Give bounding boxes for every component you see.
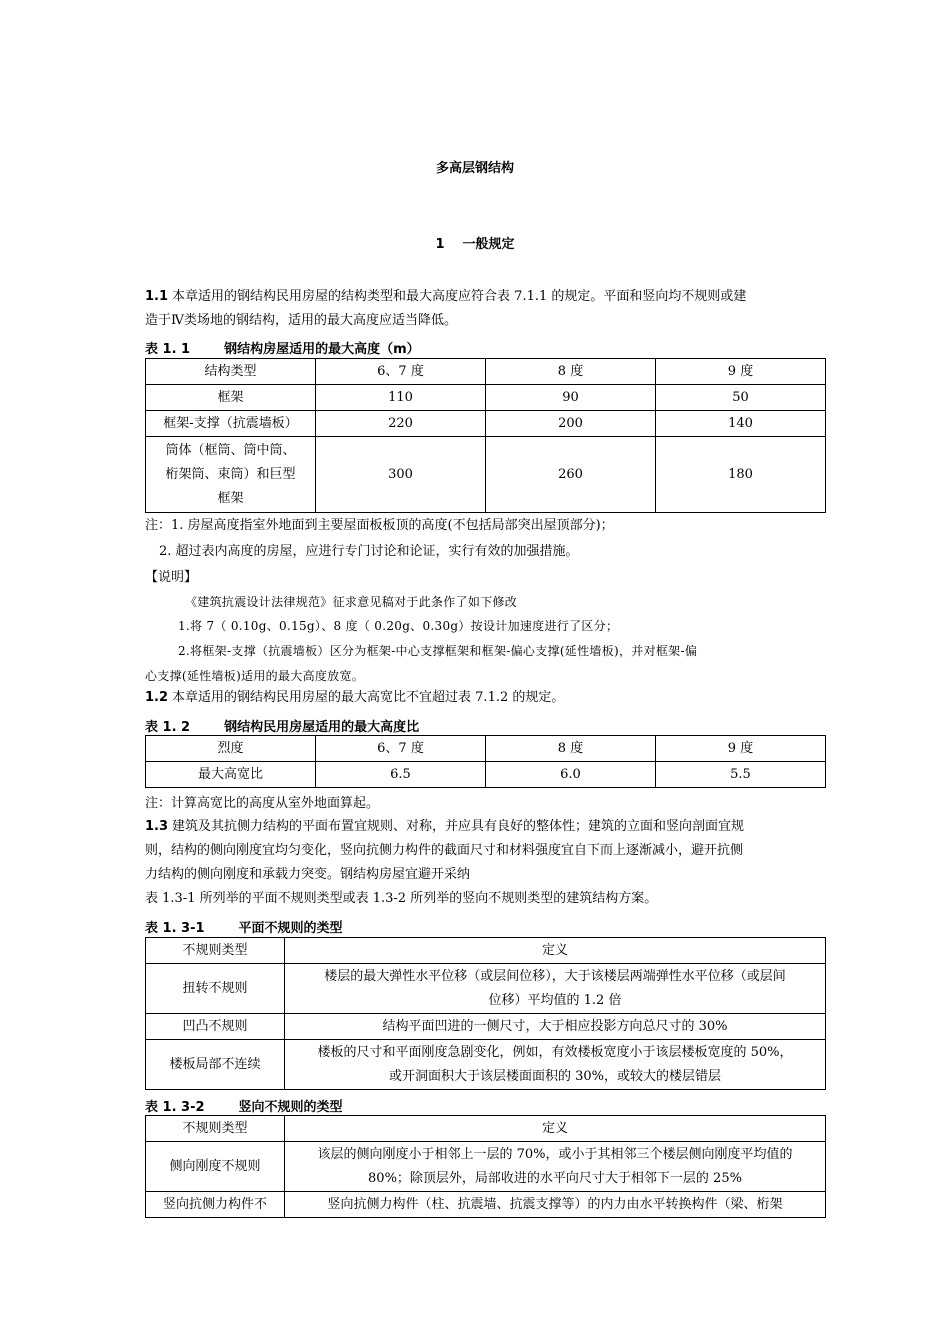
table-label: 表 1. 1: [145, 342, 191, 357]
cell-line: 桁架筒、束筒）和巨型: [165, 466, 296, 482]
table-title: 竖向不规则的类型: [238, 1100, 343, 1115]
page-title: 多高层钢结构: [435, 161, 514, 176]
table-1-3-1: [145, 937, 826, 1090]
table-cell: 220: [316, 411, 486, 437]
table-cell: 最大高宽比: [146, 762, 316, 788]
table-1-2: [145, 735, 826, 788]
clause-1-2: [145, 686, 825, 710]
table-1-2-caption: [145, 716, 419, 735]
table-header-row: [146, 736, 826, 762]
cell-line: 位移）平均值的 1.2 倍: [488, 992, 622, 1008]
paragraph-text: 本章适用的钢结构民用房屋的最大高宽比不宜超过表 7.1.2 的规定。: [172, 690, 565, 705]
cell-line: 楼板的尺寸和平面刚度急剧变化，例如，有效楼板宽度小于该层楼板宽度的 50%，: [317, 1044, 793, 1060]
table-cell: 90: [486, 385, 656, 411]
table-1-1: [145, 358, 826, 513]
table-row: [146, 411, 826, 437]
paragraph-text: 建筑及其抗侧力结构的平面布置宜规则、对称，并应具有良好的整体性；建筑的立面和竖向剖面宜规: [172, 819, 745, 834]
table-header-row: [146, 359, 826, 385]
table-cell: 框架-支撑（抗震墙板）: [146, 411, 316, 437]
table-cell: 6.5: [316, 762, 486, 788]
table-cell: 竖向抗侧力构件（柱、抗震墙、抗震支撑等）的内力由水平转换构件（梁、桁架: [285, 1192, 826, 1218]
table-cell: [285, 1040, 826, 1090]
table-title: 钢结构房屋适用的最大高度（m）: [224, 342, 420, 357]
clause-1-3-line: 表 1.3-1 所列举的平面不规则类型或表 1.3-2 所列举的竖向不规则类型的建筑结构方案。: [145, 891, 658, 906]
table-cell: 5.5: [656, 762, 826, 788]
table-cell: 6.0: [486, 762, 656, 788]
table-cell: [285, 1142, 826, 1192]
table-1-3-1-caption: [145, 917, 343, 936]
header-cell: 8 度: [486, 736, 656, 762]
table-1-1-caption: [145, 338, 420, 357]
table-cell: 凹凸不规则: [146, 1014, 285, 1040]
header-cell: 定义: [285, 938, 826, 964]
cell-line: 或开洞面积大于该层楼面面积的 30%，或较大的楼层错层: [388, 1068, 722, 1084]
table-cell: 50: [656, 385, 826, 411]
clause-1-3-line: 则，结构的侧向刚度宜均匀变化，竖向抗侧力构件的截面尺寸和材料强度宜自下而上逐渐减小，避开抗侧: [145, 843, 744, 858]
table-cell: 140: [656, 411, 826, 437]
table-row: [146, 1040, 826, 1090]
paragraph-text: 本章适用的钢结构民用房屋的结构类型和最大高度应符合表 7.1.1 的规定。平面和竖向均不规则或建: [172, 289, 747, 304]
table-row: [146, 1014, 826, 1040]
table-header-row: [146, 1116, 826, 1142]
explanation-line: 1.将 7（ 0.10g、0.15g）、8 度（ 0.20g、0.30g）按设计加速度进行了区分；: [178, 619, 619, 633]
section-title: 一般规定: [462, 237, 515, 252]
header-cell: 定义: [285, 1116, 826, 1142]
explanation-line: 心支撑(延性墙板)适用的最大高度放宽。: [145, 669, 365, 683]
table-cell: [285, 964, 826, 1014]
table-label: 表 1. 2: [145, 720, 191, 735]
table-note: 2. 超过表内高度的房屋，应进行专门讨论和论证，实行有效的加强措施。: [159, 544, 579, 559]
header-cell: 9 度: [656, 359, 826, 385]
header-cell: 结构类型: [146, 359, 316, 385]
header-cell: 6、7 度: [316, 736, 486, 762]
table-cell: 框架: [146, 385, 316, 411]
header-cell: 9 度: [656, 736, 826, 762]
table-row: [146, 385, 826, 411]
table-cell: 200: [486, 411, 656, 437]
table-cell: 260: [486, 437, 656, 513]
table-1-3-2: [145, 1115, 826, 1218]
cell-line: 框架: [217, 490, 244, 506]
table-row: [146, 762, 826, 788]
header-cell: 不规则类型: [146, 938, 285, 964]
table-cell: 300: [316, 437, 486, 513]
table-row: [146, 1192, 826, 1218]
clause-1-1: [145, 285, 825, 333]
table-row: [146, 1142, 826, 1192]
section-heading: [0, 233, 950, 252]
table-title: 平面不规则的类型: [238, 921, 343, 936]
table-label: 表 1. 3-1: [145, 921, 205, 936]
table-cell: 楼板局部不连续: [146, 1040, 285, 1090]
header-cell: 6、7 度: [316, 359, 486, 385]
table-cell: 扭转不规则: [146, 964, 285, 1014]
header-cell: 不规则类型: [146, 1116, 285, 1142]
clause-1-3-line: 力结构的侧向刚度和承载力突变。钢结构房屋宜避开采纳: [145, 867, 471, 882]
clause-number: 1.3: [145, 819, 169, 834]
clause-1-1-line: 造于Ⅳ类场地的钢结构，适用的最大高度应适当降低。: [145, 313, 457, 328]
clause-1-3-line: [145, 815, 825, 839]
clause-1-1-line: [145, 285, 825, 309]
table-note: 注：计算高宽比的高度从室外地面算起。: [145, 796, 380, 811]
table-header-row: [146, 938, 826, 964]
explanation-label: 【说明】: [145, 570, 198, 585]
table-row: [146, 964, 826, 1014]
table-cell: 结构平面凹进的一侧尺寸，大于相应投影方向总尺寸的 30%: [285, 1014, 826, 1040]
clause-number: 1.2: [145, 690, 169, 705]
clause-1-3: [145, 815, 825, 911]
table-title: 钢结构民用房屋适用的最大高度比: [224, 720, 420, 735]
cell-line: 80%；除顶层外，局部收进的水平向尺寸大于相邻下一层的 25%: [368, 1170, 742, 1186]
table-row: [146, 437, 826, 513]
table-cell: 竖向抗侧力构件不: [146, 1192, 285, 1218]
section-number: 1: [435, 237, 445, 252]
explanation-line: 2.将框架-支撑（抗震墙板）区分为框架-中心支撑框架和框架-偏心支撑(延性墙板)，并对框架-偏: [178, 644, 698, 658]
table-1-3-2-caption: [145, 1096, 343, 1115]
cell-line: 楼层的最大弹性水平位移（或层间位移），大于该楼层两端弹性水平位移（或层间: [324, 968, 786, 984]
clause-number: 1.1: [145, 289, 169, 304]
table-label: 表 1. 3-2: [145, 1100, 205, 1115]
header-cell: 8 度: [486, 359, 656, 385]
header-cell: 烈度: [146, 736, 316, 762]
table-note: 注：1. 房屋高度指室外地面到主要屋面板板顶的高度(不包括局部突出屋顶部分)；: [145, 518, 614, 533]
table-cell: [146, 437, 316, 513]
cell-line: 该层的侧向刚度小于相邻上一层的 70%，或小于其相邻三个楼层侧向刚度平均值的: [317, 1146, 793, 1162]
table-cell: 180: [656, 437, 826, 513]
explanation-line: 《建筑抗震设计法律规范》征求意见稿对于此条作了如下修改: [185, 595, 518, 609]
table-cell: 侧向刚度不规则: [146, 1142, 285, 1192]
table-cell: 110: [316, 385, 486, 411]
cell-line: 筒体（框筒、筒中筒、: [165, 442, 296, 458]
